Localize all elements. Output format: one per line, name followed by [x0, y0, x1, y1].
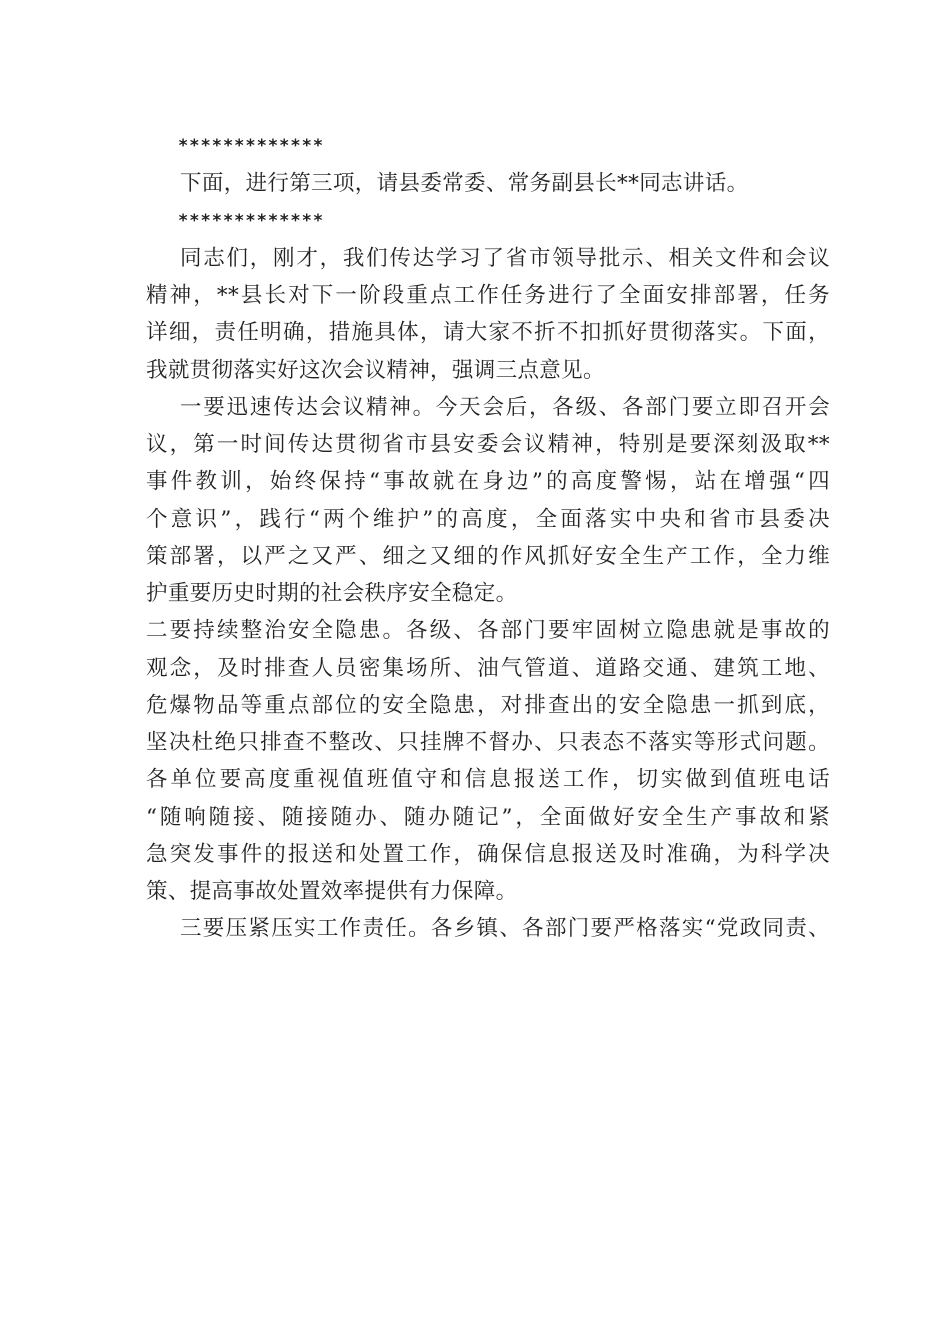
paragraph-line: 坚决杜绝只排查不整改、只挂牌不督办、只表态不落实等形式问题。	[146, 730, 830, 755]
separator: *************	[178, 210, 325, 231]
paragraph-line: 观念，及时排查人员密集场所、油气管道、道路交通、建筑工地、	[146, 655, 830, 681]
paragraph-line: 事件教训，始终保持“事故就在身边”的高度警惕，站在增强“四	[146, 469, 830, 495]
paragraph-line: 策部署，以严之又严、细之又细的作风抓好安全生产工作，全力维	[146, 543, 830, 569]
paragraph-line: 我就贯彻落实好这次会议精神，强调三点意见。	[146, 357, 605, 383]
paragraph-3	[146, 612, 830, 910]
paragraph-line: 同志们，刚才，我们传达学习了省市领导批示、相关文件和会议	[180, 245, 830, 271]
paragraph-line: 各单位要高度重视值班值守和信息报送工作，切实做到值班电话	[146, 767, 830, 793]
intro-line: 下面，进行第三项，请县委常委、常务副县长**同志讲话。	[180, 171, 749, 197]
paragraph-line: 危爆物品等重点部位的安全隐患，对排查出的安全隐患一抓到底，	[146, 692, 830, 718]
paragraph-4	[146, 910, 830, 947]
paragraph-line: 二要持续整治安全隐患。各级、各部门要牢固树立隐患就是事故的	[146, 618, 830, 644]
separator: *************	[178, 136, 325, 156]
paragraph-line: 个意识”，践行“两个维护”的高度，全面落实中央和省市县委决	[146, 506, 830, 532]
paragraph-line: 一要迅速传达会议精神。今天会后，各级、各部门要立即召开会	[180, 394, 830, 420]
paragraph-line: 详细，责任明确，措施具体，请大家不折不扣抓好贯彻落实。下面，	[146, 320, 830, 346]
paragraph-line: 护重要历史时期的社会秩序安全稳定。	[146, 581, 518, 606]
paragraph-line: 精神，**县长对下一阶段重点工作任务进行了全面安排部署，任务	[146, 283, 830, 308]
paragraph-line: “随响随接、随接随办、随办随记”，全面做好安全生产事故和紧	[146, 804, 830, 830]
paragraph-1	[146, 240, 830, 389]
paragraph-line: 策、提高事故处置效率提供有力保障。	[146, 879, 518, 904]
paragraph-line: 议，第一时间传达贯彻省市县安委会议精神，特别是要深刻汲取**	[146, 432, 830, 457]
document-page	[146, 128, 830, 948]
paragraph-2	[146, 389, 830, 613]
paragraph-line: 急突发事件的报送和处置工作，确保信息报送及时准确，为科学决	[146, 841, 830, 867]
paragraph-line: 三要压紧压实工作责任。各乡镇、各部门要严格落实“党政同责、	[180, 916, 830, 942]
